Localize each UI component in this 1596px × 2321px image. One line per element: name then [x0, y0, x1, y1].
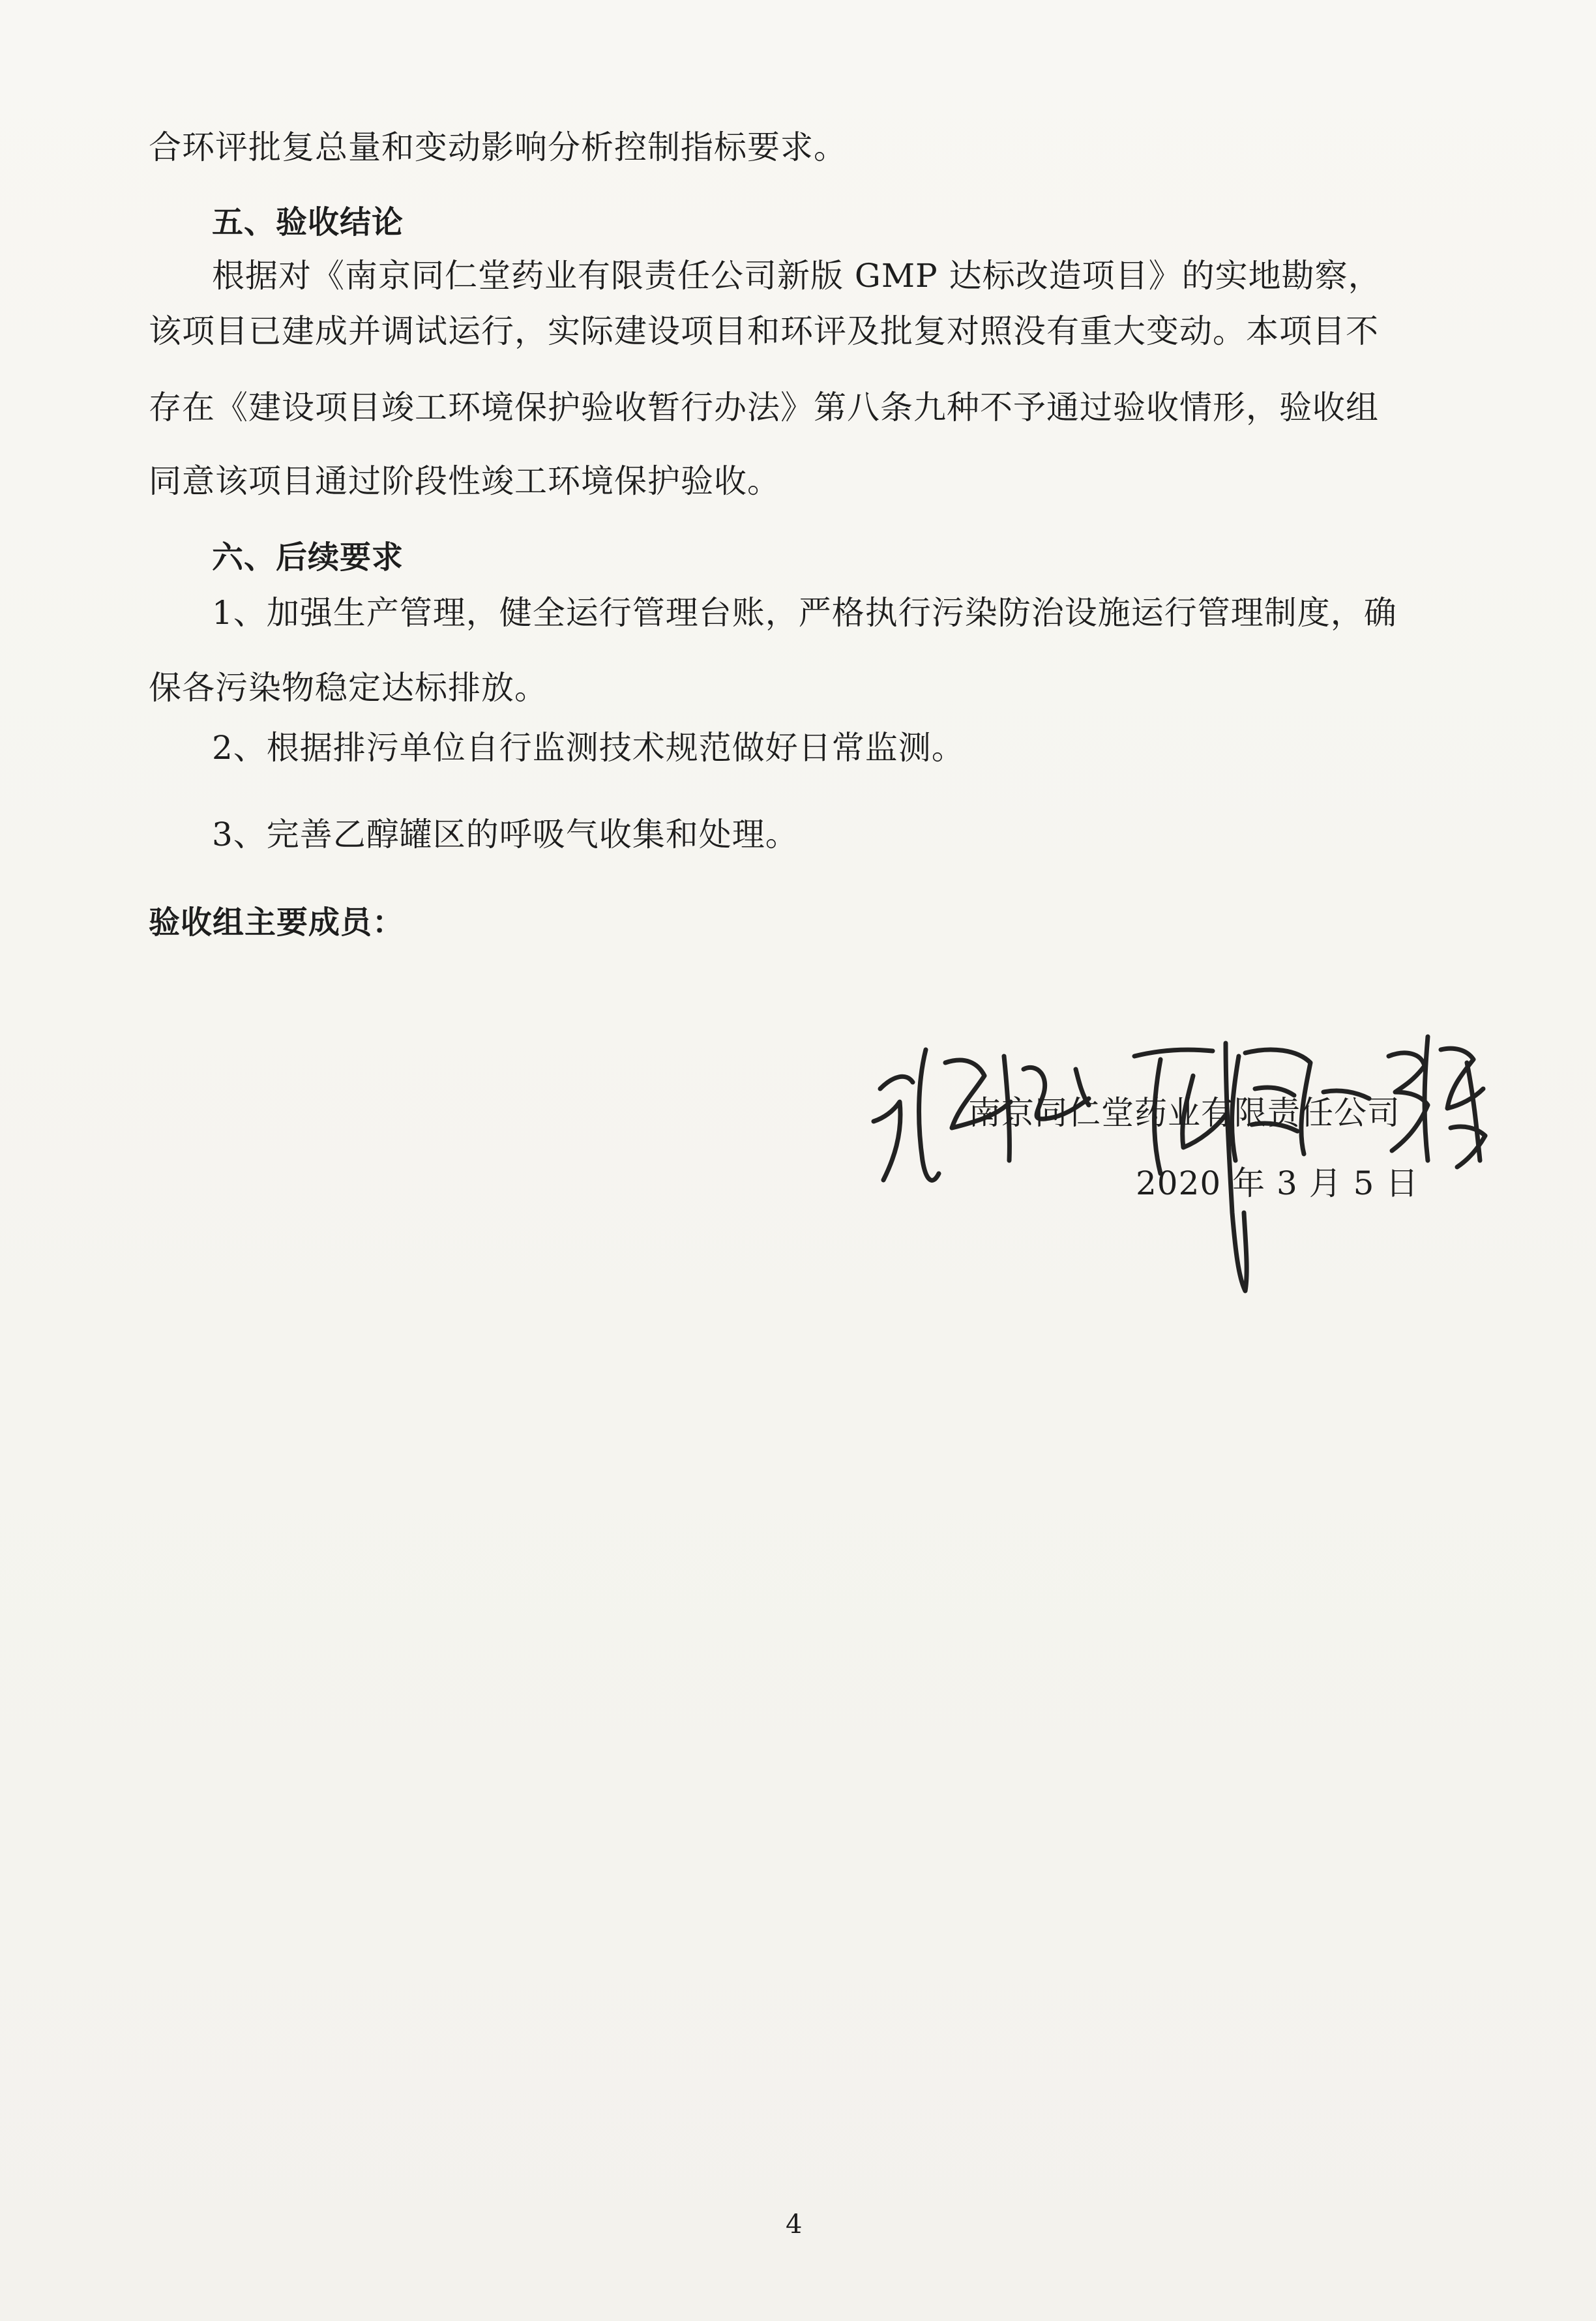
paragraph-line-3: 根据对《南京同仁堂药业有限责任公司新版 GMP 达标改造项目》的实地勘察， [212, 257, 1382, 295]
members-label: 验收组主要成员： [149, 904, 405, 941]
paragraph-line-11: 3、完善乙醇罐区的呼吸气收集和处理。 [212, 816, 799, 853]
section-heading-conclusion: 五、验收结论 [212, 204, 404, 241]
company-name: 南京同仁堂药业有限责任公司 [968, 1094, 1400, 1132]
section-heading-requirements: 六、后续要求 [212, 539, 404, 576]
paragraph-line-6: 同意该项目通过阶段性竣工环境保护验收。 [149, 462, 780, 500]
paragraph-line-1: 合环评批复总量和变动影响分析控制指标要求。 [149, 128, 847, 166]
paragraph-line-5: 存在《建设项目竣工环境保护验收暂行办法》第八条九种不予通过验收情形，验收组 [149, 389, 1379, 426]
paragraph-line-9: 保各污染物稳定达标排放。 [149, 669, 548, 707]
sign-date: 2020 年 3 月 5 日 [1136, 1164, 1419, 1202]
paragraph-line-4: 该项目已建成并调试运行，实际建设项目和环评及批复对照没有重大变动。本项目不 [149, 312, 1379, 350]
paragraph-line-10: 2、根据排污单位自行监测技术规范做好日常监测。 [212, 729, 965, 767]
handwritten-signatures [854, 965, 1493, 1304]
page-number: 4 [786, 2210, 803, 2240]
paragraph-line-8: 1、加强生产管理，健全运行管理台账，严格执行污染防治设施运行管理制度，确 [212, 594, 1397, 632]
